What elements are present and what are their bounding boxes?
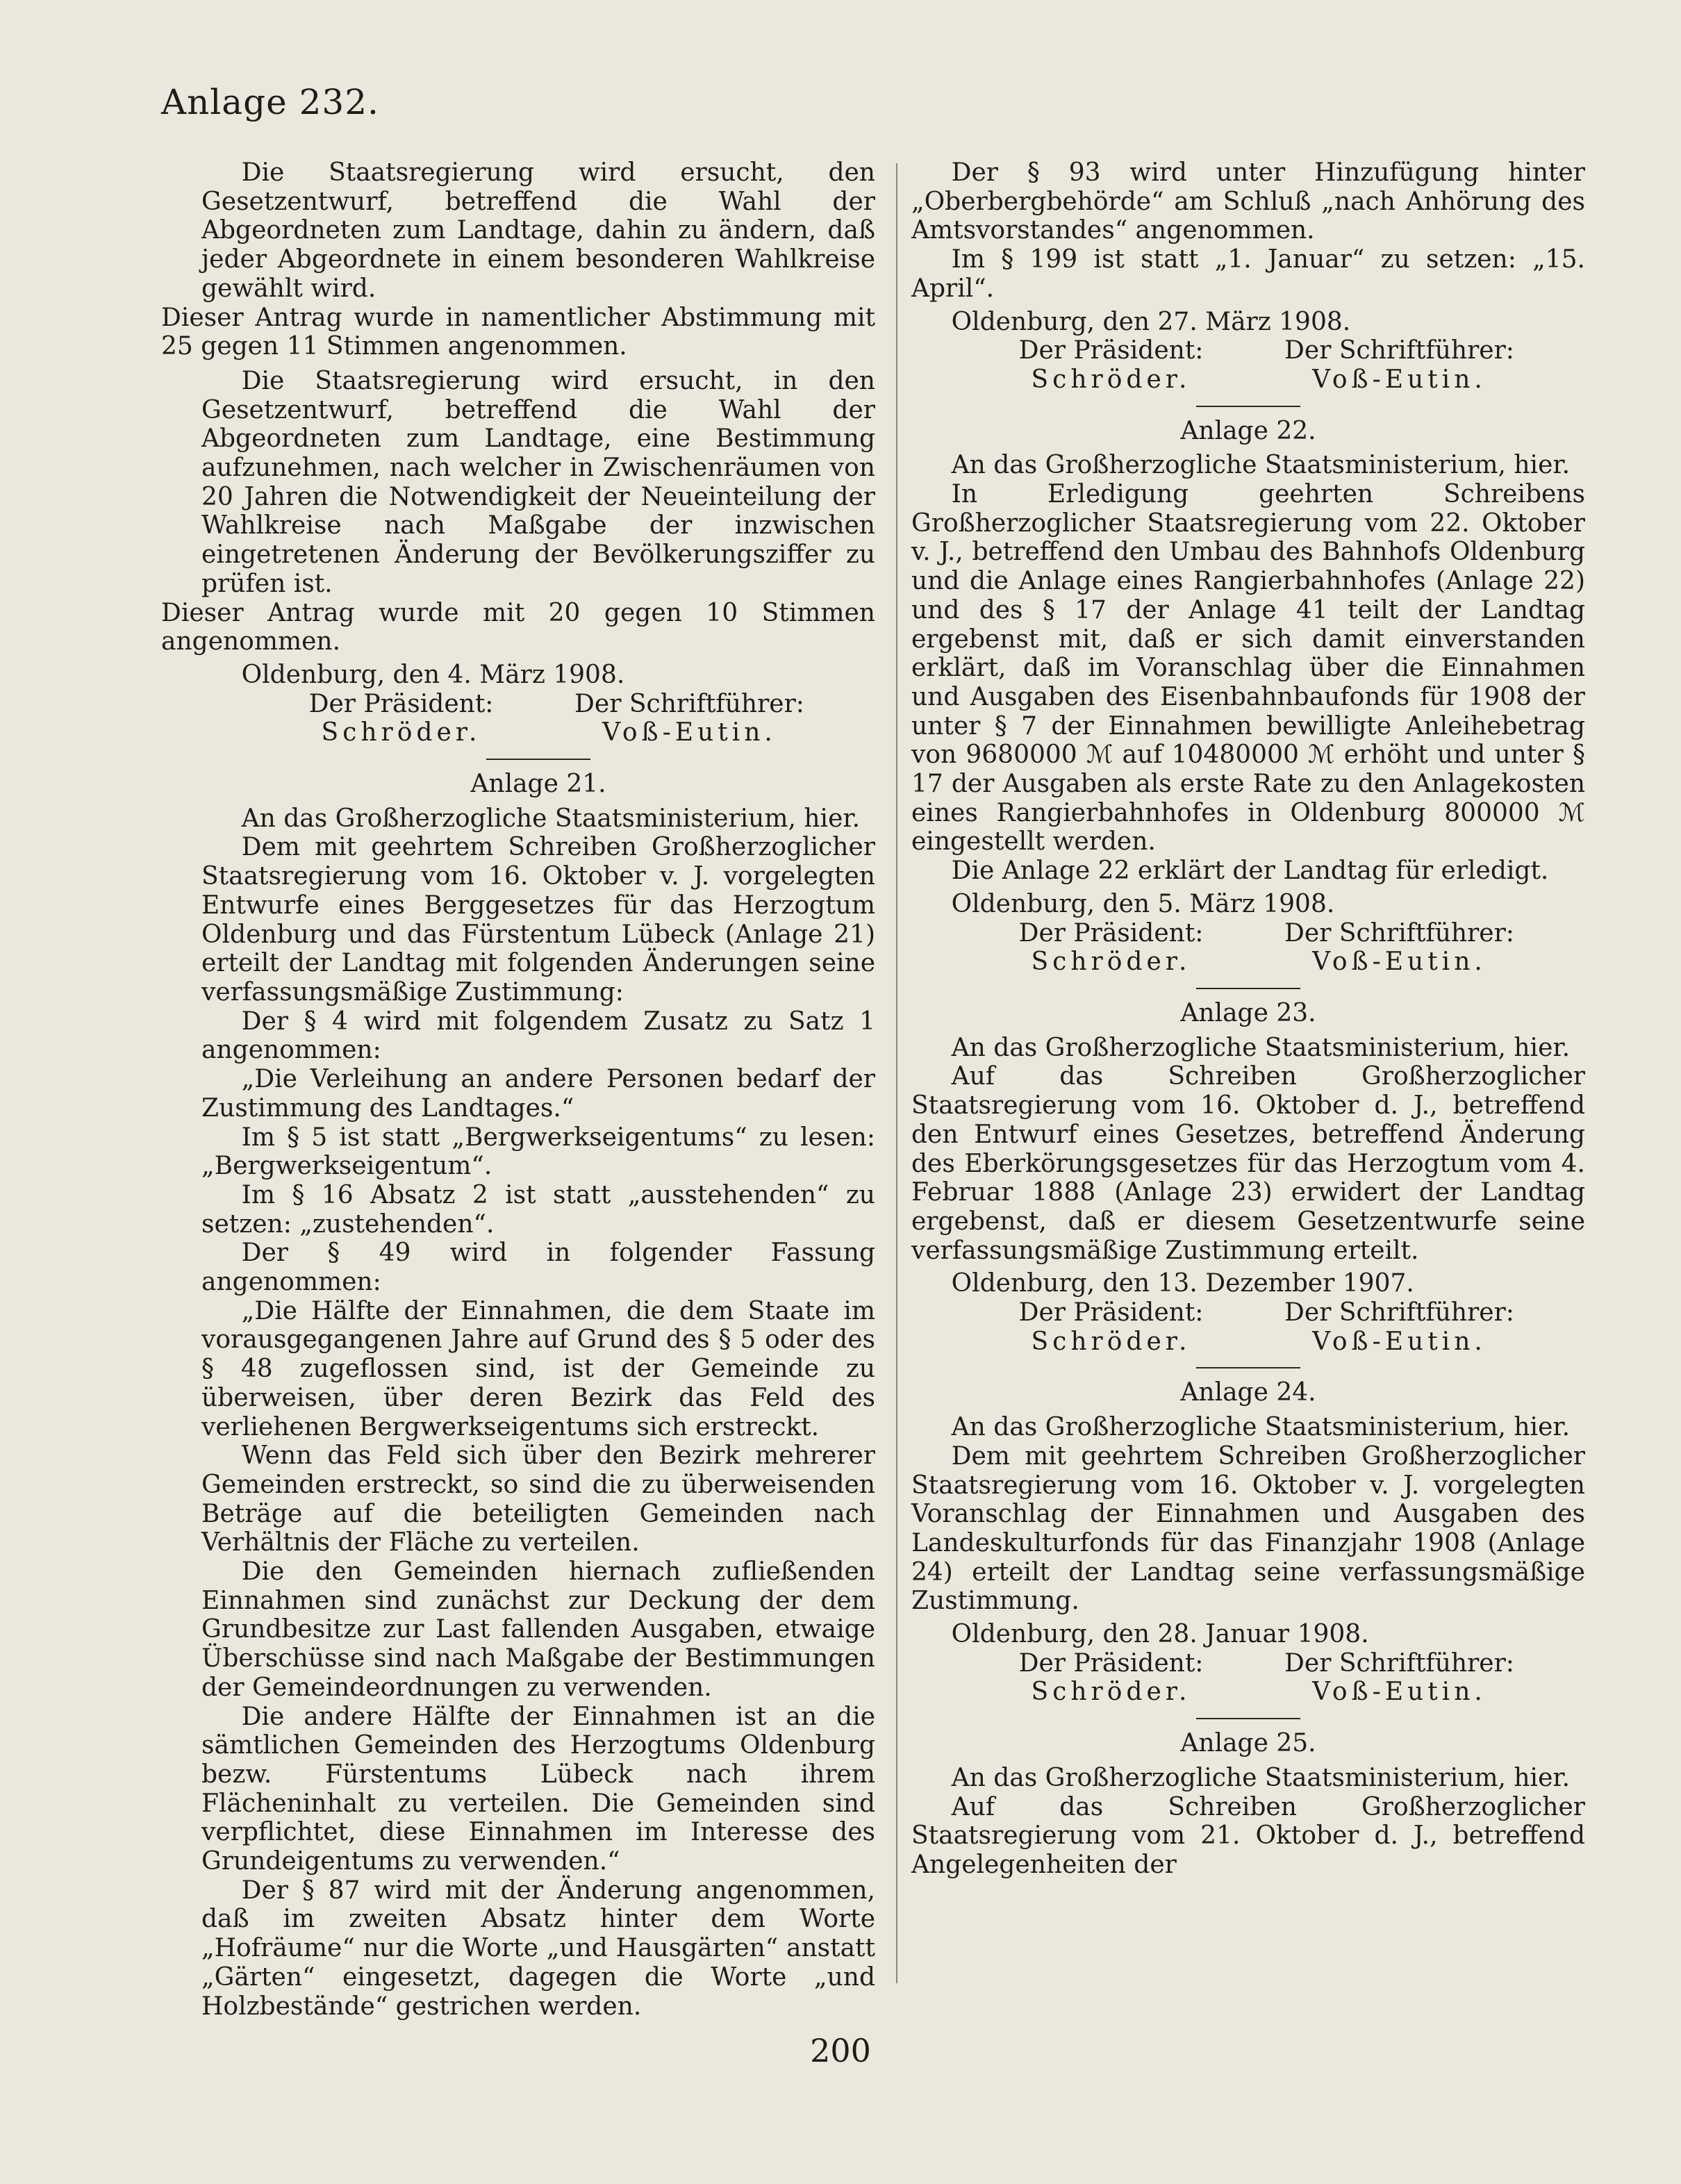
- paragraph: „Die Verleihung an andere Personen bedarf der Zustimmung des Landtages.“: [201, 1065, 875, 1123]
- paragraph: Der § 87 wird mit der Änderung angenommen, daß im zweiten Absatz hinter dem Worte „Hofräume“ nur die Worte „und Hausgärten“ anstatt „Gärten“ eingesetzt, dagegen die Worte „und Holzbestände“ gestrichen werden.: [201, 1876, 875, 2021]
- section-heading: Anlage 25.: [1180, 1729, 1316, 1758]
- section-heading: Anlage 23.: [1180, 998, 1316, 1027]
- section-rule: [1196, 406, 1300, 407]
- date-line: Oldenburg, den 28. Januar 1908.: [951, 1620, 1369, 1649]
- paragraph: Im § 5 ist statt „Bergwerkseigentums“ zu lesen: „Bergwerkseigentum“.: [201, 1123, 875, 1181]
- secretary-label: Der Schriftführer:: [1284, 336, 1514, 365]
- paragraph: Wenn das Feld sich über den Bezirk mehrerer Gemeinden erstreckt, so sind die zu überweisenden Beträge auf die beteiligten Gemeinden nach Verhältnis der Fläche zu verteilen.: [201, 1441, 875, 1557]
- secretary-label: Der Schriftführer:: [1284, 1648, 1514, 1678]
- section-heading: Anlage 21.: [470, 770, 606, 799]
- signature-names: [911, 1327, 1585, 1357]
- page-header: Anlage 232.: [161, 82, 379, 122]
- section-rule: [1196, 988, 1300, 989]
- signature-names: [911, 365, 1585, 395]
- date-line: Oldenburg, den 4. März 1908.: [241, 660, 625, 689]
- date-line: Oldenburg, den 5. März 1908.: [951, 889, 1335, 918]
- president-label: Der Präsident:: [1018, 1298, 1204, 1327]
- secretary-name: Voß-Eutin.: [602, 718, 777, 747]
- president-name: Schröder.: [1031, 948, 1191, 977]
- section-rule: [1196, 1718, 1300, 1719]
- secretary-label: Der Schriftführer:: [574, 689, 804, 718]
- signature-names: [911, 1678, 1585, 1707]
- section-rule: [1196, 1367, 1300, 1368]
- signature-names: [201, 718, 875, 747]
- president-label: Der Präsident:: [1018, 918, 1204, 948]
- secretary-label: Der Schriftführer:: [1284, 1298, 1514, 1327]
- paragraph: In Erledigung geehrten Schreibens Großherzoglicher Staatsregierung vom 22. Oktober v. J., betreffend den Umbau des Bahnhofs Oldenburg und die Anlage eines Rangierbahnhofes (Anlage 22) und des § 17 der Anlage 41 teilt der Landtag ergebenst mit, daß er sich damit einverstanden erklärt, daß im Voranschlag über die Einnahmen und Ausgaben des Eisenbahnbaufonds für 1908 der unter § 7 der Einnahmen bewilligte Anleihebetrag von 9680000 ℳ auf 10480000 ℳ erhöht und unter § 17 der Ausgaben als erste Rate zu den Anlagekosten eines Rangierbahnhofes in Oldenburg 800000 ℳ eingestellt werden.: [911, 480, 1585, 857]
- left-column: [161, 158, 875, 2021]
- secretary-name: Voß-Eutin.: [1312, 365, 1487, 394]
- paragraph: Die den Gemeinden hiernach zufließenden Einnahmen sind zunächst zur Deckung der dem Grundbesitze zur Last fallenden Ausgaben, etwaige Überschüsse sind nach Maßgabe der Bestimmungen der Gemeindeordnungen zu verwenden.: [201, 1557, 875, 1702]
- paragraph: Der § 49 wird in folgender Fassung angenommen:: [201, 1239, 875, 1297]
- signature-roles: [911, 336, 1585, 365]
- signature-names: [911, 948, 1585, 977]
- right-column: [911, 158, 1585, 1880]
- president-name: Schröder.: [1031, 1327, 1191, 1356]
- president-name: Schröder.: [1031, 1678, 1191, 1707]
- signature-roles: [911, 919, 1585, 948]
- president-name: Schröder.: [1031, 365, 1191, 394]
- signature-roles: [911, 1649, 1585, 1678]
- paragraph: Dieser Antrag wurde in namentlicher Abstimmung mit 25 gegen 11 Stimmen angenommen.: [161, 303, 875, 361]
- paragraph: Die Anlage 22 erklärt der Landtag für erledigt.: [951, 857, 1549, 886]
- paragraph: Der § 4 wird mit folgendem Zusatz zu Satz 1 angenommen:: [201, 1007, 875, 1065]
- paragraph: „Die Hälfte der Einnahmen, die dem Staate im vorausgegangenen Jahre auf Grund des § 5 oder des § 48 zugeflossen sind, ist der Gemeinde zu überweisen, über deren Bezirk das Feld des verliehenen Bergwerkseigentums sich erstreckt.: [201, 1296, 875, 1441]
- signature-roles: [201, 690, 875, 719]
- paragraph: Im § 16 Absatz 2 ist statt „ausstehenden“ zu setzen: „zustehenden“.: [201, 1180, 875, 1239]
- paragraph: Auf das Schreiben Großherzoglicher Staatsregierung vom 16. Oktober d. J., betreffend den Entwurf eines Gesetzes, betreffend Änderung des Eberkörungsgesetzes für das Herzogtum vom 4. Februar 1888 (Anlage 23) erwidert der Landtag ergebenst, daß er diesem Gesetzentwurfe seine verfassungsmäßige Zustimmung erteilt.: [911, 1062, 1585, 1265]
- secretary-label: Der Schriftführer:: [1284, 918, 1514, 948]
- secretary-name: Voß-Eutin.: [1312, 948, 1487, 977]
- president-name: Schröder.: [321, 718, 481, 747]
- address-line: An das Großherzogliche Staatsministerium, hier.: [241, 804, 861, 833]
- paragraph: Der § 93 wird unter Hinzufügung hinter „Oberbergbehörde“ am Schluß „nach Anhörung des Amtsvorstandes“ angenommen.: [911, 158, 1585, 245]
- secretary-name: Voß-Eutin.: [1312, 1327, 1487, 1356]
- secretary-name: Voß-Eutin.: [1312, 1678, 1487, 1707]
- paragraph: Die Staatsregierung wird ersucht, den Gesetzentwurf, betreffend die Wahl der Abgeordneten zum Landtage, dahin zu ändern, daß jeder Abgeordnete in einem besonderen Wahlkreise gewählt wird.: [201, 158, 875, 303]
- date-line: Oldenburg, den 27. März 1908.: [951, 307, 1351, 336]
- section-rule: [486, 759, 590, 760]
- president-label: Der Präsident:: [308, 689, 494, 718]
- paragraph: Die andere Hälfte der Einnahmen ist an die sämtlichen Gemeinden des Herzogtums Oldenburg bezw. Fürstentums Lübeck nach ihrem Flächeninhalt zu verteilen. Die Gemeinden sind verpflichtet, diese Einnahmen im Interesse des Grundeigentums zu verwenden.“: [201, 1702, 875, 1876]
- address-line: An das Großherzogliche Staatsministerium, hier.: [951, 1413, 1571, 1442]
- address-line: An das Großherzogliche Staatsministerium, hier.: [951, 1763, 1571, 1792]
- address-line: An das Großherzogliche Staatsministerium, hier.: [951, 451, 1571, 480]
- paragraph: Dem mit geehrtem Schreiben Großherzoglicher Staatsregierung vom 16. Oktober v. J. vorgelegten Entwurfe eines Berggesetzes für das Herzogtum Oldenburg und das Fürstentum Lübeck (Anlage 21) erteilt der Landtag mit folgenden Änderungen seine verfassungsmäßige Zustimmung:: [201, 833, 875, 1007]
- column-divider: [896, 163, 897, 1983]
- paragraph: Dieser Antrag wurde mit 20 gegen 10 Stimmen angenommen.: [161, 598, 875, 656]
- signature-roles: [911, 1298, 1585, 1327]
- page-number: 200: [810, 2032, 871, 2069]
- paragraph: Im § 199 ist statt „1. Januar“ zu setzen: „15. April“.: [911, 245, 1585, 303]
- president-label: Der Präsident:: [1018, 1648, 1204, 1678]
- address-line: An das Großherzogliche Staatsministerium, hier.: [951, 1033, 1571, 1062]
- date-line: Oldenburg, den 13. Dezember 1907.: [951, 1269, 1414, 1298]
- paragraph: Dem mit geehrtem Schreiben Großherzoglicher Staatsregierung vom 16. Oktober v. J. vorgelegten Voranschlag der Einnahmen und Ausgaben des Landeskulturfonds für das Finanzjahr 1908 (Anlage 24) erteilt der Landtag seine verfassungsmäßige Zustimmung.: [911, 1441, 1585, 1616]
- paragraph: Auf das Schreiben Großherzoglicher Staatsregierung vom 21. Oktober d. J., betreffend Angelegenheiten der: [911, 1792, 1585, 1879]
- president-label: Der Präsident:: [1018, 336, 1204, 365]
- section-heading: Anlage 22.: [1180, 416, 1316, 445]
- paragraph: Die Staatsregierung wird ersucht, in den Gesetzentwurf, betreffend die Wahl der Abgeordneten zum Landtage, eine Bestimmung aufzunehmen, nach welcher in Zwischenräumen von 20 Jahren die Notwendigkeit der Neueinteilung der Wahlkreise nach Maßgabe der inzwischen eingetretenen Änderung der Bevölkerungsziffer zu prüfen ist.: [201, 366, 875, 598]
- section-heading: Anlage 24.: [1180, 1378, 1316, 1407]
